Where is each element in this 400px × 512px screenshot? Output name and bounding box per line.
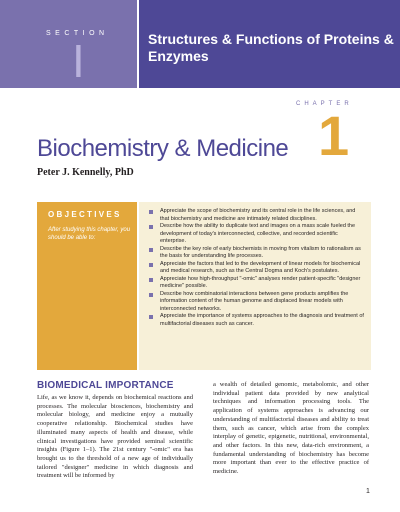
objectives-list: [139, 202, 371, 328]
objective-item: [149, 223, 365, 246]
objective-text: Appreciate the factors that led to the development of linear models for biochemical and medical research, such as the Central Dogma and Koch's postulates.: [160, 260, 361, 274]
section-number: I: [72, 35, 85, 87]
square-bullet-icon: [149, 225, 153, 229]
objective-item: [149, 276, 365, 291]
chapter-title: Biochemistry & Medicine: [37, 135, 289, 162]
body-text-column-1: Life, as we know it, depends on biochemical reactions and processes. The molecular biosciences, biochemistry and molecular biology, and medicine enjoy a mutually cooperative relationship. Biochemical studies have illuminated many aspects of health and disease, while clinical investigations have provided seminal scientific insights (Figure 1–1). The 21st century "-omic" era has brought us to the threshold of a new age of individually tailored "designer" medicine in which diagnosis and treatment will be informed by: [37, 394, 193, 480]
body-text-column-2: a wealth of detailed genomic, metabolomic, and other individual patient data provided by new analytical techniques and information processing tools. The application of systems approaches is advancing our understanding of multifactorial diseases and ability to treat them, such as cancer, which arise from the complex interplay of genetic, epigenetic, nutritional, environmental, and other factors. In this new, data-rich environment, a fundamental understanding of biochemistry has become more important than ever to the effective practice of medicine.: [213, 381, 369, 476]
objective-text: Describe how the ability to duplicate text and images on a mass scale fueled the development of today's interconnected, collective, and recorded scientific enterprise.: [160, 223, 356, 244]
objective-text: Describe the key role of early biochemists in moving from vitalism to rationalism as the basis for understanding life processes.: [160, 245, 361, 259]
section-label: SECTION: [46, 30, 109, 37]
objectives-sidebar: [37, 202, 137, 370]
author-name: Peter J. Kennelly, PhD: [37, 167, 134, 178]
objective-item: [149, 208, 365, 223]
objectives-heading: OBJECTIVES: [48, 210, 122, 219]
square-bullet-icon: [149, 293, 153, 297]
chapter-label: CHAPTER: [296, 101, 353, 107]
chapter-number: 1: [318, 104, 350, 167]
objective-text: Describe how combinatorial interactions between gene products amplifies the information content of the human genome and displaced linear models with interconnected networks.: [160, 290, 349, 312]
square-bullet-icon: [149, 210, 153, 214]
section-banner: [0, 0, 137, 88]
part-title-banner: [139, 0, 400, 88]
section-heading: BIOMEDICAL IMPORTANCE: [37, 380, 174, 391]
square-bullet-icon: [149, 315, 153, 319]
square-bullet-icon: [149, 278, 153, 282]
square-bullet-icon: [149, 263, 153, 267]
objective-item: [149, 313, 365, 328]
page-number: 1: [366, 488, 370, 495]
objective-item: [149, 246, 365, 261]
objective-item: [149, 291, 365, 314]
objectives-intro: After studying this chapter, you should be able to:: [48, 227, 131, 241]
objectives-panel: [139, 202, 371, 370]
objective-text: Appreciate the importance of systems approaches to the diagnosis and treatment of multifactorial diseases such as cancer.: [160, 313, 364, 327]
objective-text: Appreciate the scope of biochemistry and its central role in the life sciences, and that biochemistry and medicine are intimately related disciplines.: [160, 208, 356, 222]
objective-item: [149, 261, 365, 276]
part-title: Structures & Functions of Proteins & Enzymes: [148, 31, 394, 64]
square-bullet-icon: [149, 248, 153, 252]
objective-text: Appreciate how high-throughput "-omic" analyses render patient-specific "designer medicine" possible.: [160, 275, 361, 289]
